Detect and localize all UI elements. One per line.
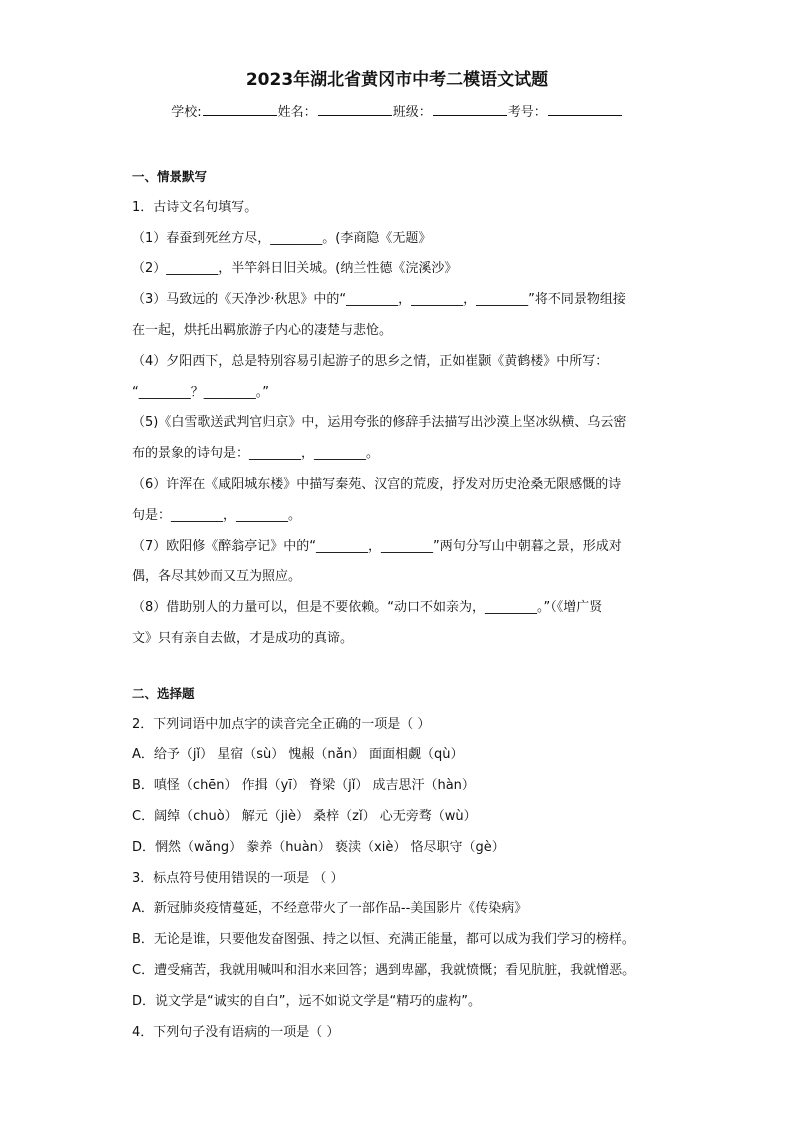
exam-content xyxy=(132,162,672,1048)
school-blank xyxy=(203,102,277,116)
option-line: B．无论是谁，只要他发奋图强、持之以恒、充满正能量，都可以成为我们学习的榜样。 xyxy=(132,932,635,948)
question-line: （2）________，半竿斜日旧关城。(纳兰性德《浣溪沙》 xyxy=(132,261,458,277)
option-line: A．给予（jǐ） 星宿（sù） 愧赧（nǎn） 面面相觑（qù） xyxy=(132,747,464,763)
option-line: D．惘然（wǎng） 豢养（huàn） 亵渎（xiè） 恪尽职守（gè） xyxy=(132,839,505,855)
section-heading-multiple-choice: 二、选择题 xyxy=(132,685,195,701)
question-line: 2．下列词语中加点字的读音完全正确的一项是（ ） xyxy=(132,716,431,732)
question-line: （7）欧阳修《醉翁亭记》中的“________，________”两句分写山中朝暮之景，形成对 xyxy=(132,538,622,554)
option-line: C．阔绰（chuò） 解元（jiè） 桑梓（zǐ） 心无旁骛（wù） xyxy=(132,808,477,824)
question-line: （4）夕阳西下，总是特别容易引起游子的思乡之情，正如崔颢《黄鹤楼》中所写： xyxy=(132,353,609,369)
student-info-row xyxy=(0,102,794,123)
question-line: 4．下列句子没有语病的一项是（ ） xyxy=(132,1024,340,1040)
question-line: 布的景象的诗句是：________，________。 xyxy=(132,446,380,462)
option-line: C．遭受痛苦，我就用喊叫和泪水来回答；遇到卑鄙，我就愤慨；看见肮脏，我就憎恶。 xyxy=(132,962,636,978)
class-blank xyxy=(433,102,507,116)
question-line: 偶，各尽其妙而又互为照应。 xyxy=(132,569,302,585)
option-line: A．新冠肺炎疫情蔓延，不经意带火了一部作品--美国影片《传染病》 xyxy=(132,901,528,917)
question-line: 在一起，烘托出羁旅游子内心的凄楚与悲怆。 xyxy=(132,322,393,338)
section-heading-recitation: 一、情景默写 xyxy=(132,169,208,184)
school-label: 学校: xyxy=(171,105,202,120)
class-label: 班级： xyxy=(392,105,432,120)
exam-number-label: 考号： xyxy=(507,105,547,120)
question-line: （8）借助别人的力量可以，但是不要依赖。“动口不如亲为，________。”（《增广贤 xyxy=(132,600,603,616)
question-line: 文》只有亲自去做，才是成功的真谛。 xyxy=(132,630,354,646)
question-line: 句是：________，________。 xyxy=(132,507,302,523)
exam-number-blank xyxy=(548,102,622,116)
section-spacer xyxy=(132,655,672,679)
question-line: （5)《白雪歌送武判官归京》中，运用夸张的修辞手法描写出沙漠上坚冰纵横、乌云密 xyxy=(132,415,627,431)
question-line: 1．古诗文名句填写。 xyxy=(132,199,258,215)
page-title: 2023年湖北省黄冈市中考二模语文试题 xyxy=(245,70,549,90)
question-line: 3．标点符号使用错误的一项是 （ ） xyxy=(132,870,344,886)
name-blank xyxy=(318,102,392,116)
name-label: 姓名： xyxy=(277,105,317,120)
question-line: （3）马致远的《天净沙·秋思》中的“________，________，________”将不同景物组接 xyxy=(132,292,626,308)
question-line: “________？________。” xyxy=(132,384,269,400)
option-line: D．说文学是“诚实的自白”，远不如说文学是“精巧的虚构”。 xyxy=(132,993,481,1009)
option-line: B．嗔怪（chēn） 作揖（yī） 脊梁（jǐ） 成吉思汗（hàn） xyxy=(132,778,475,794)
question-line: （6）许浑在《咸阳城东楼》中描写秦苑、汉宫的荒废，抒发对历史沧桑无限感慨的诗 xyxy=(132,476,622,492)
question-line: （1）春蚕到死丝方尽，________。(李商隐《无题》 xyxy=(132,230,432,246)
